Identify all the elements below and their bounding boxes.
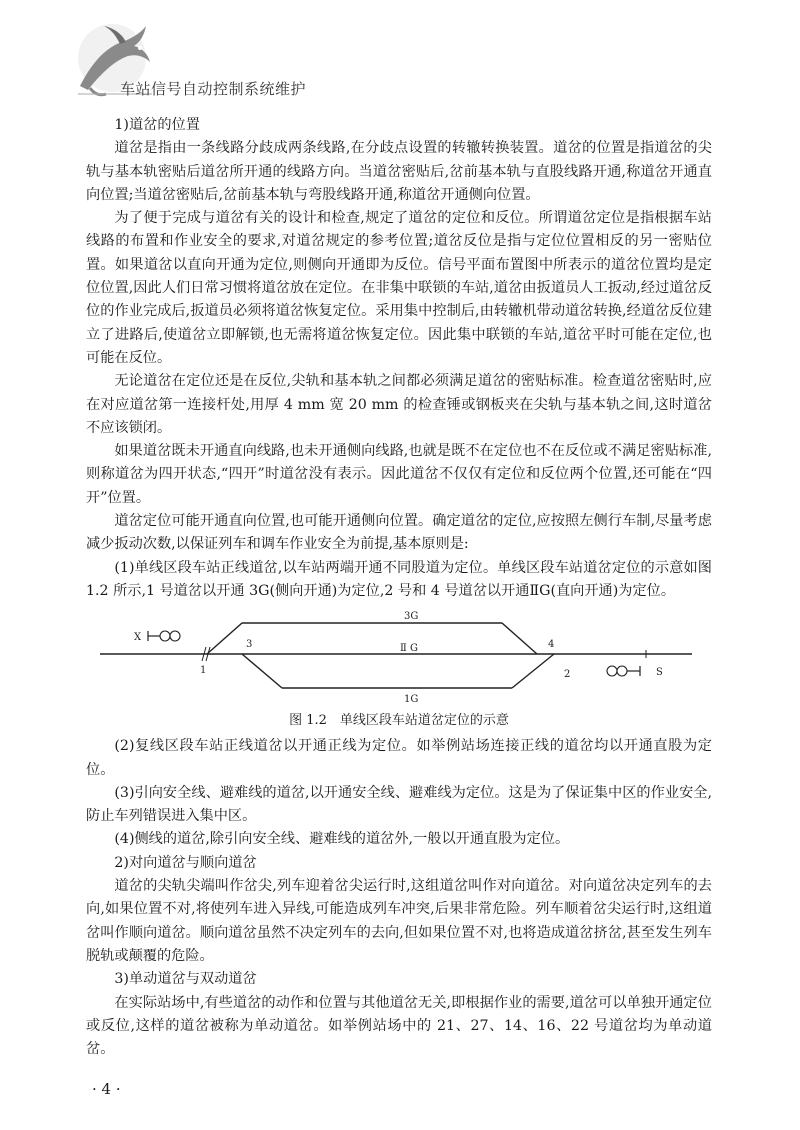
section-heading: 2)对向道岔与顺向道岔 — [114, 854, 257, 871]
section-heading: 3)单动道岔与双动道岔 — [114, 971, 257, 988]
paragraph: 道岔是指由一条线路分歧成两条线路,在分歧点设置的转辙转换装置。道岔的位置是指道岔的尖轨与基本轨密贴后道岔所开通的线路方向。当道岔密贴后,岔前基本轨与直股线路开通,称道岔开通直向位置;当道岔密贴后,岔前基本轨与弯股线路开通,称道岔开通侧向位置。 — [86, 140, 712, 203]
track-line-1g-right — [512, 654, 554, 688]
paragraph: 为了便于完成与道岔有关的设计和检查,规定了道岔的定位和反位。所谓道岔定位是指根据车站线路的布置和作业安全的要求,对道岔规定的参考位置;道岔反位是指与定位位置相反的另一密贴位置。如果道岔以直向开通为定位,则侧向开通即为反位。信号平面布置图中所表示的道岔位置均是定位位置,因此人们日常习惯将道岔放在定位。在非集中联锁的车站,道岔由扳道员人工扳动,经过道岔反位的作业完成后,扳道员必须将道岔恢复定位。采用集中控制后,由转辙机带动道岔转换,经道岔反位建立了进路后,使道岔立即解锁,也无需将道岔恢复定位。因此集中联锁的车站,道岔平时可能在定位,也可能在反位。 — [86, 210, 712, 366]
label-2g: Ⅱ G — [400, 643, 418, 655]
paragraph: 道岔定位可能开通直向位置,也可能开通侧向位置。确定道岔的定位,应按照左侧行车制,尽量考虑减少扳动次数,以保证列车和调车作业安全为前提,基本原则是: — [86, 513, 712, 553]
paragraph: (4)侧线的道岔,除引向安全线、避难线的道岔外,一般以开通直股为定位。 — [114, 831, 570, 848]
label-3g: 3G — [404, 611, 419, 623]
header-title: 车站信号自动控制系统维护 — [120, 80, 307, 98]
page-number: · 4 · — [92, 1080, 121, 1098]
label-switch-4: 4 — [548, 639, 555, 651]
page-content — [86, 114, 712, 1061]
signal-s — [607, 666, 640, 676]
page-header — [0, 0, 800, 100]
paragraph: 道岔的尖轨尖端叫作岔尖,列车迎着岔尖运行时,这组道岔叫作对向道岔。对向道岔决定列车的去向,如果位置不对,将使列车进入异线,可能造成列车冲突,后果非常危险。列车顺着岔尖运行时,这组道岔叫作顺向道岔。顺向道岔虽然不决定列车的去向,但如果位置不对,也将造成道岔挤岔,甚至发生列车脱轨或颠覆的危险。 — [86, 878, 712, 964]
track-line-1g-left — [242, 654, 282, 688]
paragraph: (3)引向安全线、避难线的道岔,以开通安全线、避难线为定位。这是为了保证集中区的作业安全,防止车列错误进入集中区。 — [86, 784, 712, 825]
track-line-3g-right — [502, 623, 537, 654]
paragraph: 如果道岔既未开通直向线路,也未开通侧向线路,也就是既不在定位也不在反位或不满足密贴标准,则称道岔为四开状态,“四开”时道岔没有表示。因此道岔不仅仅有定位和反位两个位置,还可能在“四开”位置。 — [86, 443, 712, 506]
paragraph: (2)复线区段车站正线道岔以开通正线为定位。如举例站场连接正线的道岔均以开通直股为定位。 — [86, 738, 712, 778]
paragraph: 无论道岔在定位还是在反位,尖轨和基本轨之间都必须满足道岔的密贴标准。检查道岔密贴时,应在对应道岔第一连接杆处,用厚 4 mm 宽 20 mm 的检查锤或钢板夹在尖轨与基本轨之间,这时道岔不应该锁闭。 — [86, 373, 712, 436]
track-diagram — [82, 609, 712, 709]
label-signal-x: X — [134, 632, 142, 644]
paragraph: (1)单线区段车站正线道岔,以车站两端开通不同股道为定位。单线区段车站道岔定位的示意如图 1.2 所示,1 号道岔以开通 3G(侧向开通)为定位,2 号和 4 号道岔以开通ⅡG(直向开通)为定位。 — [86, 559, 712, 599]
track-line-3g-left — [207, 623, 242, 654]
section-heading: 1)道岔的位置 — [114, 117, 200, 133]
label-switch-1: 1 — [200, 665, 207, 677]
label-signal-s: S — [656, 667, 663, 679]
label-switch-3: 3 — [246, 639, 253, 651]
label-1g: 1G — [404, 694, 419, 706]
paragraph: 在实际站场中,有些道岔的动作和位置与其他道岔无关,即根据作业的需要,道岔可以单独开通定位或反位,这样的道岔被称为单动道岔。如举例站场中的 21、27、14、16、22 号道岔均为单动道岔。 — [86, 994, 712, 1058]
signal-x — [148, 631, 180, 641]
label-switch-2: 2 — [564, 669, 571, 681]
figure-caption: 图 1.2 单线区段车站道岔定位的示意 — [289, 713, 509, 729]
